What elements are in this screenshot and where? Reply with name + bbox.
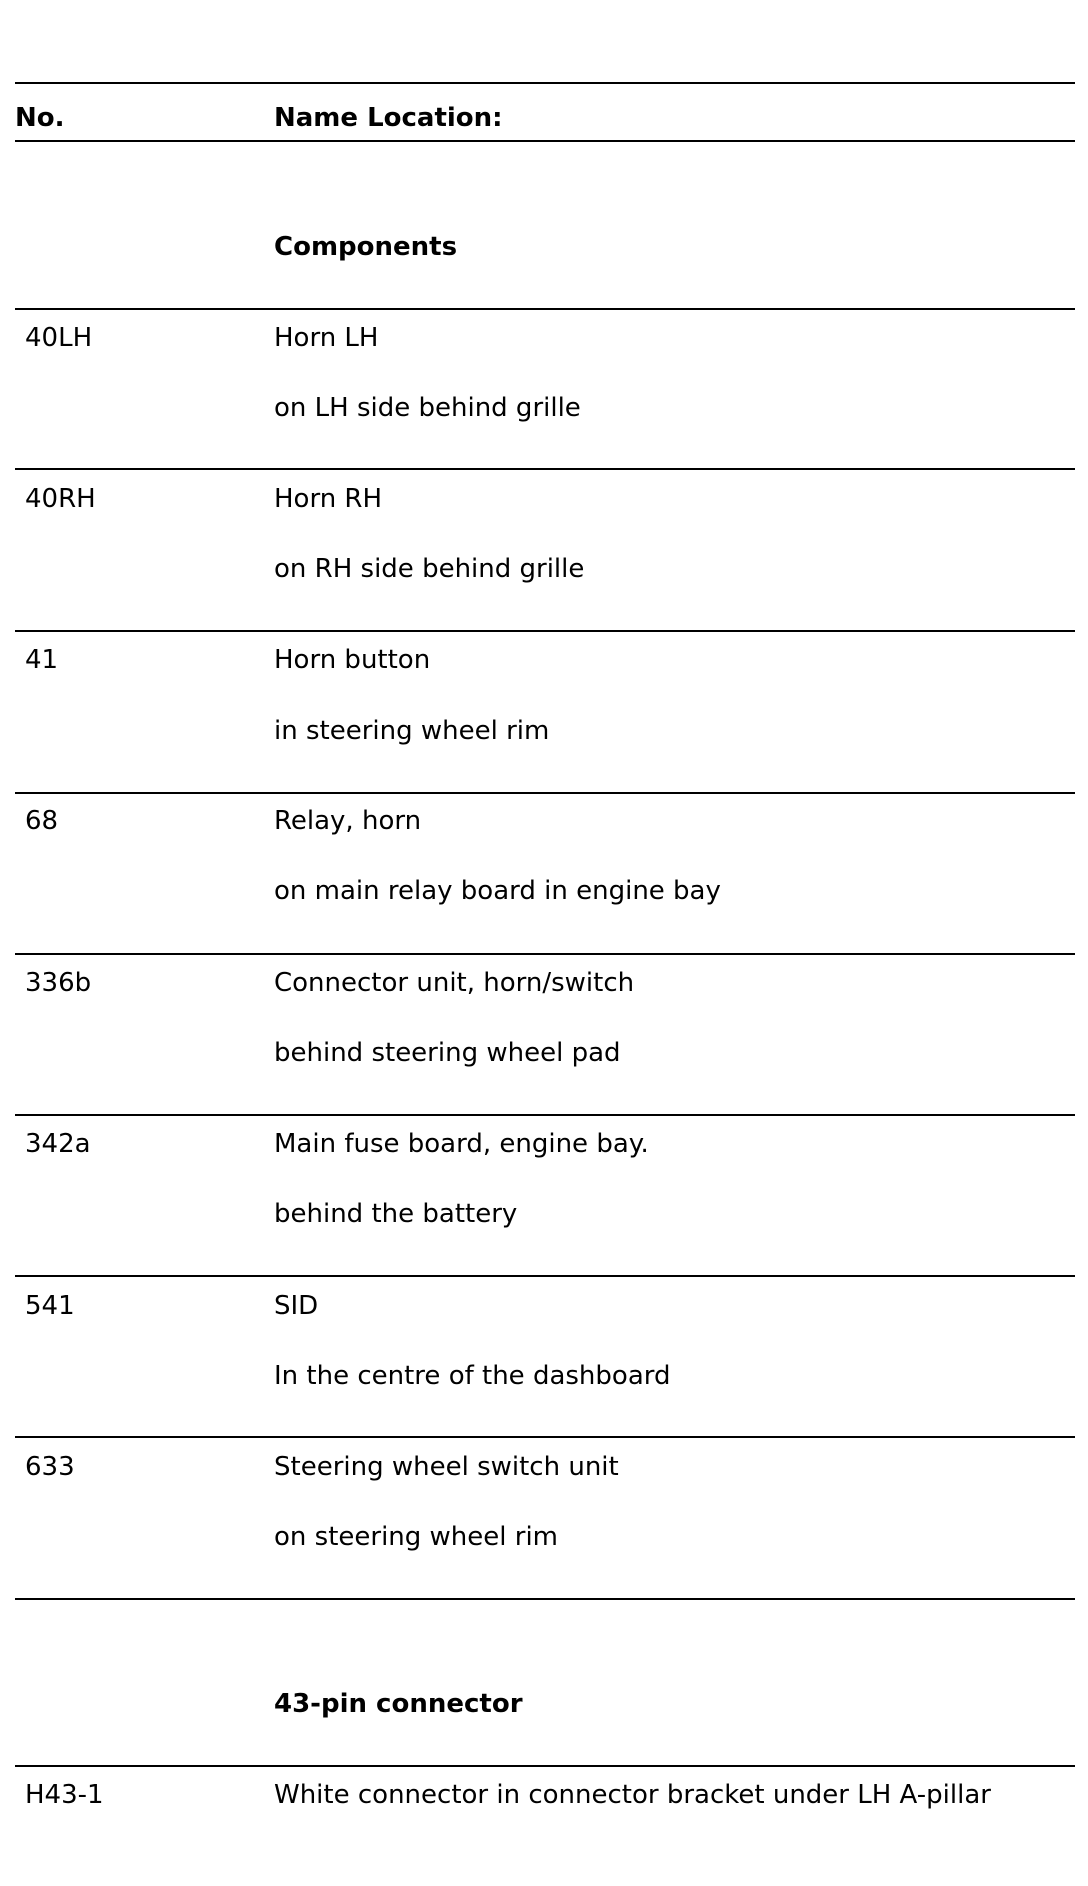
row-location: In the centre of the dashboard [274,1361,671,1391]
row-location: on main relay board in engine bay [274,876,721,906]
row-no: 40LH [25,323,93,353]
row-location: on steering wheel rim [274,1522,559,1552]
row-divider [15,1436,1075,1438]
row-name: Horn button [274,645,431,675]
row-name: Horn LH [274,323,379,353]
row-name: Relay, horn [274,806,422,836]
row-divider [15,953,1075,955]
row-location: behind the battery [274,1199,518,1229]
header-no-label: No. [15,103,65,133]
section-title-43-pin-connector: 43-pin connector [274,1689,523,1719]
row-divider [15,308,1075,310]
row-name: SID [274,1291,319,1321]
row-no: 41 [25,645,59,675]
row-divider [15,468,1075,470]
row-no: H43-1 [25,1780,104,1810]
row-no: 541 [25,1291,75,1321]
header-bottom-rule [15,140,1075,142]
row-location: on LH side behind grille [274,393,581,423]
row-no: 342a [25,1129,91,1159]
row-location: on RH side behind grille [274,554,585,584]
header-top-rule [15,82,1075,84]
row-divider [15,1765,1075,1767]
row-no: 633 [25,1452,75,1482]
row-divider [15,1114,1075,1116]
section-end-rule [15,1598,1075,1600]
row-name: Main fuse board, engine bay. [274,1129,649,1159]
row-divider [15,792,1075,794]
row-location: in steering wheel rim [274,716,550,746]
row-no: 40RH [25,484,96,514]
row-no: 68 [25,806,59,836]
row-divider [15,1275,1075,1277]
row-name: Steering wheel switch unit [274,1452,619,1482]
row-divider [15,630,1075,632]
header-name-location-label: Name Location: [274,103,503,133]
row-no: 336b [25,968,92,998]
row-name: Connector unit, horn/switch [274,968,635,998]
section-title-components: Components [274,232,458,262]
row-location: behind steering wheel pad [274,1038,621,1068]
row-name: White connector in connector bracket under LH A-pillar [274,1780,991,1810]
row-name: Horn RH [274,484,383,514]
